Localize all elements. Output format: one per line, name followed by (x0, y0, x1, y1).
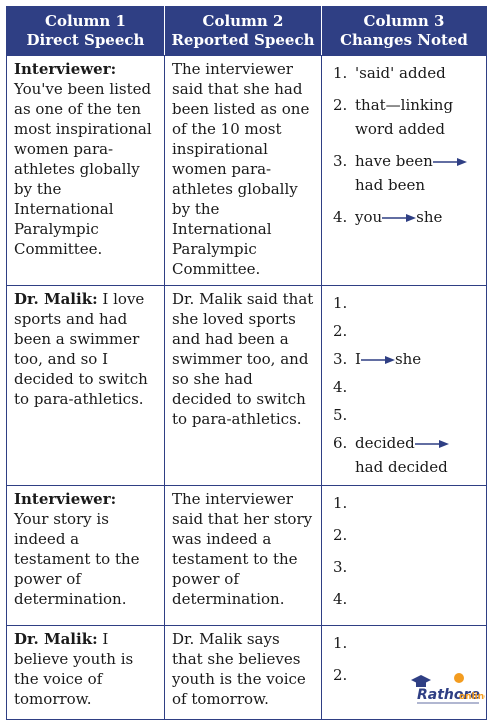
change-item: 1. 'said' added (333, 64, 446, 82)
reported-speech-cell: The interviewer said that her story was indeed a testament to the power of determination. (165, 486, 322, 626)
direct-text: You've been listed as one of the ten most inspirational women para-athletes globally by the International Paralympic Committee. (14, 80, 152, 258)
direct-speech-cell (7, 286, 165, 486)
arrow-right-icon (415, 439, 449, 449)
reported-speech-cell: Dr. Malik said that she loved sports and had been a swimmer too, and so she had decided to switch to para-athletics. (165, 286, 322, 486)
change-item: 2. (333, 666, 348, 684)
header-direct-speech: Column 1 Direct Speech (7, 7, 165, 56)
change-item: 3. I she (333, 350, 422, 368)
arrow-right-icon (361, 355, 395, 365)
change-item: 2. that—linking word added (333, 96, 454, 138)
direct-speech-cell (7, 626, 165, 720)
changes-cell (322, 56, 487, 286)
rathore-online-logo (407, 668, 485, 708)
change-item: 5. (333, 406, 348, 424)
direct-speech-cell (7, 56, 165, 286)
reported-speech-cell: The interviewer said that she had been listed as one of the 10 most inspirational women para-athletes globally by the International Paralympic Committee. (165, 56, 322, 286)
table-row (7, 286, 487, 486)
svg-text:online: onlin (459, 692, 485, 702)
header-row (7, 7, 487, 56)
table-row (7, 486, 487, 626)
change-item: 1. (333, 294, 348, 312)
change-item: 2. (333, 322, 348, 340)
speaker-label: Interviewer: (14, 60, 117, 78)
change-item: 3. have been had been (355, 149, 480, 197)
change-item: 6. decided had decided (333, 434, 448, 476)
direct-text: I love sports and had been a swimmer too, and so I decided to switch to para-athletics. (14, 290, 148, 408)
speaker-label: Dr. Malik: (14, 290, 98, 308)
speech-table (6, 6, 487, 720)
svg-text:Rathore: Rathore (417, 687, 480, 703)
change-item: 1. (333, 494, 348, 512)
graduation-cap-icon (407, 668, 485, 708)
change-item: 2. (333, 526, 348, 544)
speaker-label: Dr. Malik: (14, 630, 98, 648)
change-item: 3. (333, 558, 348, 576)
arrow-right-icon (382, 213, 416, 223)
header-changes-noted: Column 3 Changes Noted (322, 7, 487, 56)
arrow-right-icon (433, 157, 467, 167)
change-item: 4. (333, 378, 348, 396)
changes-cell (322, 486, 487, 626)
table-row (7, 56, 487, 286)
changes-cell (322, 286, 487, 486)
change-item: 4. (333, 590, 348, 608)
direct-text: Your story is indeed a testament to the power of determination. (14, 510, 140, 608)
reported-speech-cell: Dr. Malik says that she believes youth is the voice of tomorrow. (165, 626, 322, 720)
direct-speech-cell (7, 486, 165, 626)
direct-text: I believe youth is the voice of tomorrow. (14, 630, 134, 708)
speaker-label: Interviewer: (14, 490, 117, 508)
change-item: 4. you she (333, 208, 443, 226)
change-item: 1. (333, 634, 348, 652)
header-reported-speech: Column 2 Reported Speech (165, 7, 322, 56)
